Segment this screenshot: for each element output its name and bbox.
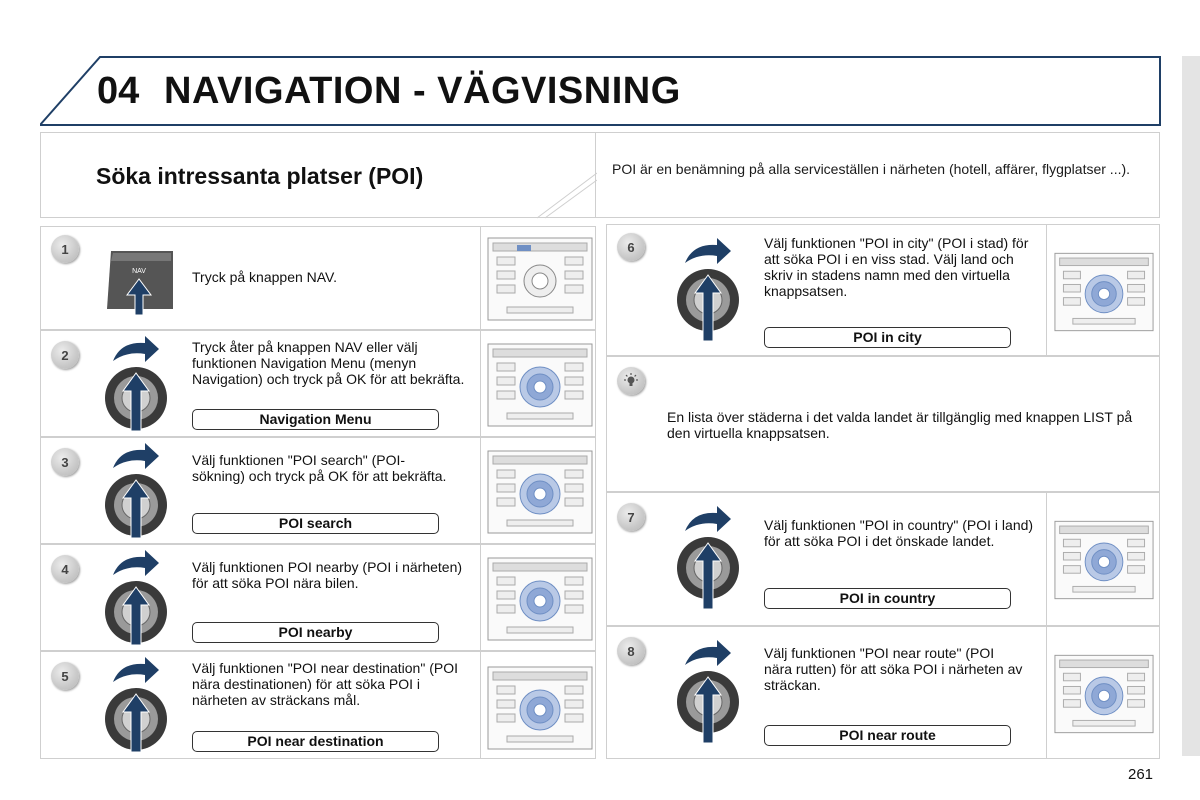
function-label-poi-in-country: POI in country xyxy=(764,588,1011,609)
row-divider xyxy=(480,331,481,436)
radio-panel-illustration xyxy=(487,237,593,321)
step-row-4 xyxy=(40,544,596,651)
radio-panel-illustration xyxy=(487,343,593,427)
row-divider xyxy=(480,438,481,543)
function-label-poi-near-route: POI near route xyxy=(764,725,1011,746)
step-row-5 xyxy=(40,651,596,759)
section-heading: Söka intressanta platser (POI) xyxy=(96,163,424,189)
page-number: 261 xyxy=(1128,766,1154,783)
step-number-badge: 3 xyxy=(51,448,79,476)
section-header-box xyxy=(40,132,596,218)
radio-panel-illustration xyxy=(1054,519,1154,601)
step-number-badge: 7 xyxy=(617,503,645,531)
tip-box xyxy=(606,356,1160,492)
page-side-tab xyxy=(1182,56,1200,756)
step-text: Välj funktionen POI nearby (POI i närheten) för att söka POI nära bilen. xyxy=(192,559,463,591)
row-divider xyxy=(480,227,481,329)
nav-key-label: NAV xyxy=(132,268,146,275)
step-row-2 xyxy=(40,330,596,437)
function-label-poi-search: POI search xyxy=(192,513,439,534)
function-label-poi-in-city: POI in city xyxy=(764,327,1011,348)
dial-push-icon xyxy=(673,637,743,747)
step-row-6 xyxy=(606,224,1160,356)
step-row-7 xyxy=(606,492,1160,626)
radio-panel-illustration xyxy=(1054,251,1154,333)
step-row-1 xyxy=(40,226,596,330)
row-divider xyxy=(480,545,481,650)
chapter-number: 04 xyxy=(97,70,140,112)
row-divider xyxy=(480,652,481,758)
dial-push-icon xyxy=(101,333,171,433)
dial-push-icon xyxy=(101,440,171,540)
step-text: Välj funktionen "POI near destination" (POI nära destinationen) för att söka POI i närheten av sträckans mål. xyxy=(192,660,458,708)
nav-key-icon xyxy=(103,247,183,317)
dial-push-icon xyxy=(101,547,171,647)
function-label-poi-near-destination: POI near destination xyxy=(192,731,439,752)
chapter-title: NAVIGATION - VÄGVISNING xyxy=(164,70,681,112)
radio-panel-illustration xyxy=(487,557,593,641)
step-number-badge: 6 xyxy=(617,233,645,261)
step-text: Välj funktionen "POI in city" (POI i stad) för att söka POI i en viss stad. Välj land och skriv in stadens namn med den virtuella knappsatsen. xyxy=(764,235,1029,299)
dial-push-icon xyxy=(673,503,743,613)
row-divider xyxy=(1046,627,1047,758)
step-text: Tryck på knappen NAV. xyxy=(192,269,338,285)
radio-panel-illustration xyxy=(1054,653,1154,735)
dial-push-icon xyxy=(101,654,171,754)
step-number-badge: 1 xyxy=(51,235,79,263)
function-label-poi-nearby: POI nearby xyxy=(192,622,439,643)
step-text: Välj funktionen "POI search" (POI-sökning) och tryck på OK för att bekräfta. xyxy=(192,452,447,484)
row-divider xyxy=(1046,493,1047,625)
intro-text: POI är en benämning på alla serviceställen i närheten (hotell, affärer, flygplatser ...). xyxy=(612,161,1131,177)
step-number-badge: 5 xyxy=(51,662,79,690)
step-text: Välj funktionen "POI near route" (POI nära rutten) för att söka POI i närheten av sträckan. xyxy=(764,645,1023,693)
function-label-navigation-menu: Navigation Menu xyxy=(192,409,439,430)
step-number-badge: 4 xyxy=(51,555,79,583)
step-row-8 xyxy=(606,626,1160,759)
step-text: Välj funktionen "POI in country" (POI i land) för att söka POI i det önskade landet. xyxy=(764,517,1034,549)
radio-panel-illustration xyxy=(487,450,593,534)
tip-text: En lista över städerna i det valda landet är tillgänglig med knappen LIST på den virtuella knappsatsen. xyxy=(667,409,1133,441)
chapter-header xyxy=(40,56,1161,126)
step-number-badge: 8 xyxy=(617,637,645,665)
step-number-badge: 2 xyxy=(51,341,79,369)
lightbulb-icon xyxy=(617,367,645,395)
radio-panel-illustration xyxy=(487,666,593,750)
step-row-3 xyxy=(40,437,596,544)
intro-box xyxy=(596,132,1160,218)
dial-push-icon xyxy=(673,235,743,345)
step-text: Tryck åter på knappen NAV eller välj funktionen Navigation Menu (menyn Navigation) och tryck på OK för att bekräfta. xyxy=(192,339,465,387)
row-divider xyxy=(1046,225,1047,355)
